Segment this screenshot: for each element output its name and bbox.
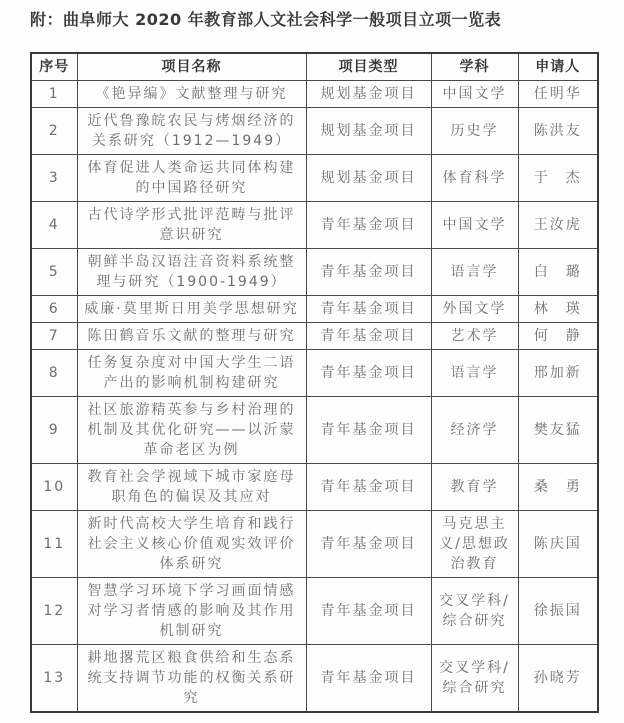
table-row bbox=[31, 397, 598, 464]
cell-applicant: 徐振国 bbox=[518, 578, 598, 645]
table-row bbox=[31, 81, 598, 108]
cell-no: 11 bbox=[31, 511, 77, 578]
cell-discipline: 艺术学 bbox=[431, 323, 518, 350]
cell-discipline: 语言学 bbox=[431, 249, 518, 296]
header-cell-name: 项目名称 bbox=[77, 53, 306, 81]
header-cell-no: 序号 bbox=[31, 53, 77, 81]
cell-type: 规划基金项目 bbox=[306, 81, 431, 108]
cell-discipline: 体育科学 bbox=[431, 155, 518, 202]
cell-discipline: 历史学 bbox=[431, 108, 518, 155]
cell-type: 青年基金项目 bbox=[306, 249, 431, 296]
cell-applicant: 邢加新 bbox=[518, 350, 598, 397]
table-row bbox=[31, 202, 598, 249]
cell-name: 耕地撂荒区粮食供给和生态系统支持调节功能的权衡关系研究 bbox=[77, 645, 306, 713]
table-row bbox=[31, 249, 598, 296]
cell-name: 任务复杂度对中国大学生二语产出的影响机制构建研究 bbox=[77, 350, 306, 397]
cell-applicant: 桑 勇 bbox=[518, 464, 598, 511]
header-cell-discipline: 学科 bbox=[431, 53, 518, 81]
cell-type: 规划基金项目 bbox=[306, 155, 431, 202]
cell-name: 《艳异编》文献整理与研究 bbox=[77, 81, 306, 108]
table-row bbox=[31, 464, 598, 511]
cell-type: 青年基金项目 bbox=[306, 296, 431, 323]
cell-discipline: 马克思主义/思想政治教育 bbox=[431, 511, 518, 578]
cell-no: 1 bbox=[31, 81, 77, 108]
cell-name: 陈田鹤音乐文献的整理与研究 bbox=[77, 323, 306, 350]
cell-no: 3 bbox=[31, 155, 77, 202]
table-row bbox=[31, 645, 598, 713]
cell-no: 5 bbox=[31, 249, 77, 296]
cell-no: 10 bbox=[31, 464, 77, 511]
cell-applicant: 陈洪友 bbox=[518, 108, 598, 155]
cell-name: 威廉·莫里斯日用美学思想研究 bbox=[77, 296, 306, 323]
cell-name: 朝鲜半岛汉语注音资料系统整理与研究（1900-1949） bbox=[77, 249, 306, 296]
cell-name: 体育促进人类命运共同体构建的中国路径研究 bbox=[77, 155, 306, 202]
table-row bbox=[31, 511, 598, 578]
cell-no: 13 bbox=[31, 645, 77, 713]
cell-applicant: 任明华 bbox=[518, 81, 598, 108]
cell-no: 2 bbox=[31, 108, 77, 155]
table-header-row bbox=[31, 53, 598, 81]
cell-no: 8 bbox=[31, 350, 77, 397]
cell-discipline: 交叉学科/综合研究 bbox=[431, 645, 518, 713]
table-body bbox=[31, 81, 598, 713]
table-row bbox=[31, 108, 598, 155]
cell-applicant: 孙晓芳 bbox=[518, 645, 598, 713]
cell-discipline: 交叉学科/综合研究 bbox=[431, 578, 518, 645]
cell-type: 青年基金项目 bbox=[306, 464, 431, 511]
cell-type: 规划基金项目 bbox=[306, 108, 431, 155]
cell-applicant: 何 静 bbox=[518, 323, 598, 350]
cell-name: 古代诗学形式批评范畴与批评意识研究 bbox=[77, 202, 306, 249]
cell-discipline: 外国文学 bbox=[431, 296, 518, 323]
cell-type: 青年基金项目 bbox=[306, 578, 431, 645]
projects-table bbox=[30, 52, 599, 713]
header-cell-applicant: 申请人 bbox=[518, 53, 598, 81]
cell-type: 青年基金项目 bbox=[306, 645, 431, 713]
cell-discipline: 语言学 bbox=[431, 350, 518, 397]
cell-name: 智慧学习环境下学习画面情感对学习者情感的影响及其作用机制研究 bbox=[77, 578, 306, 645]
cell-type: 青年基金项目 bbox=[306, 323, 431, 350]
cell-no: 9 bbox=[31, 397, 77, 464]
cell-no: 4 bbox=[31, 202, 77, 249]
cell-applicant: 白 璐 bbox=[518, 249, 598, 296]
cell-applicant: 林 瑛 bbox=[518, 296, 598, 323]
cell-type: 青年基金项目 bbox=[306, 397, 431, 464]
cell-no: 6 bbox=[31, 296, 77, 323]
cell-name: 近代鲁豫皖农民与烤烟经济的关系研究（1912—1949） bbox=[77, 108, 306, 155]
cell-discipline: 中国文学 bbox=[431, 202, 518, 249]
table-row bbox=[31, 323, 598, 350]
cell-applicant: 王汝虎 bbox=[518, 202, 598, 249]
cell-name: 社区旅游精英参与乡村治理的机制及其优化研究——以沂蒙革命老区为例 bbox=[77, 397, 306, 464]
page-title: 附：曲阜师大 2020 年教育部人文社会科学一般项目立项一览表 bbox=[30, 10, 502, 29]
cell-discipline: 教育学 bbox=[431, 464, 518, 511]
cell-no: 7 bbox=[31, 323, 77, 350]
cell-type: 青年基金项目 bbox=[306, 202, 431, 249]
cell-name: 教育社会学视域下城市家庭母职角色的偏误及其应对 bbox=[77, 464, 306, 511]
header-cell-type: 项目类型 bbox=[306, 53, 431, 81]
cell-applicant: 陈庆国 bbox=[518, 511, 598, 578]
table-row bbox=[31, 578, 598, 645]
table-row bbox=[31, 155, 598, 202]
table-row bbox=[31, 296, 598, 323]
cell-name: 新时代高校大学生培育和践行社会主义核心价值观实效评价体系研究 bbox=[77, 511, 306, 578]
cell-applicant: 樊友猛 bbox=[518, 397, 598, 464]
cell-applicant: 于 杰 bbox=[518, 155, 598, 202]
cell-type: 青年基金项目 bbox=[306, 350, 431, 397]
cell-type: 青年基金项目 bbox=[306, 511, 431, 578]
table-row bbox=[31, 350, 598, 397]
cell-discipline: 中国文学 bbox=[431, 81, 518, 108]
cell-no: 12 bbox=[31, 578, 77, 645]
cell-discipline: 经济学 bbox=[431, 397, 518, 464]
